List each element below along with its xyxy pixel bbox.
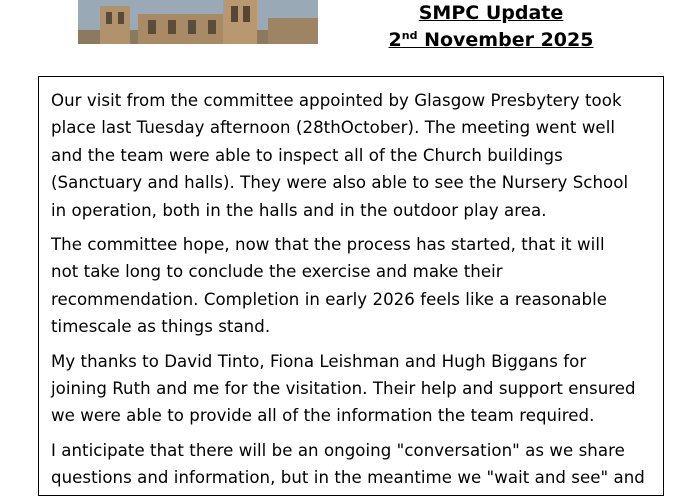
date-day: 2 xyxy=(388,29,402,51)
paragraph-thanks: My thanks to David Tinto, Fiona Leishman and Hugh Biggans for joining Ruth and me for the visitation. Their help and support ensured we were able to provide all of the information the team required. xyxy=(51,351,636,426)
paragraph-conversation: I anticipate that there will be an ongoing "conversation" as we share questions and information, but in the meantime we "wait and see" and xyxy=(51,440,645,488)
church-building-icon xyxy=(78,0,318,44)
church-photo xyxy=(78,0,318,44)
date-rest: November 2025 xyxy=(417,29,594,51)
issue-date xyxy=(389,27,594,54)
newsletter-header xyxy=(360,0,622,54)
date-suffix: nd xyxy=(401,29,418,42)
paragraph-committee-visit: Our visit from the committee appointed by Glasgow Presbytery took place last Tuesday afternoon (28thOctober). The meeting went well and the team were able to inspect all of the Church buildings (Sanctuary and halls). They were also able to see the Nursery School in operation, both in the halls and in the outdoor play area. xyxy=(51,91,629,220)
paragraph-committee-hope: The committee hope, now that the process has started, that it will not take long to conclude the exercise and make their recommendation. Completion in early 2026 feels like a reasonable timescale as things stand. xyxy=(51,235,607,337)
page-title: SMPC Update xyxy=(418,2,564,24)
update-text-box xyxy=(38,76,664,496)
